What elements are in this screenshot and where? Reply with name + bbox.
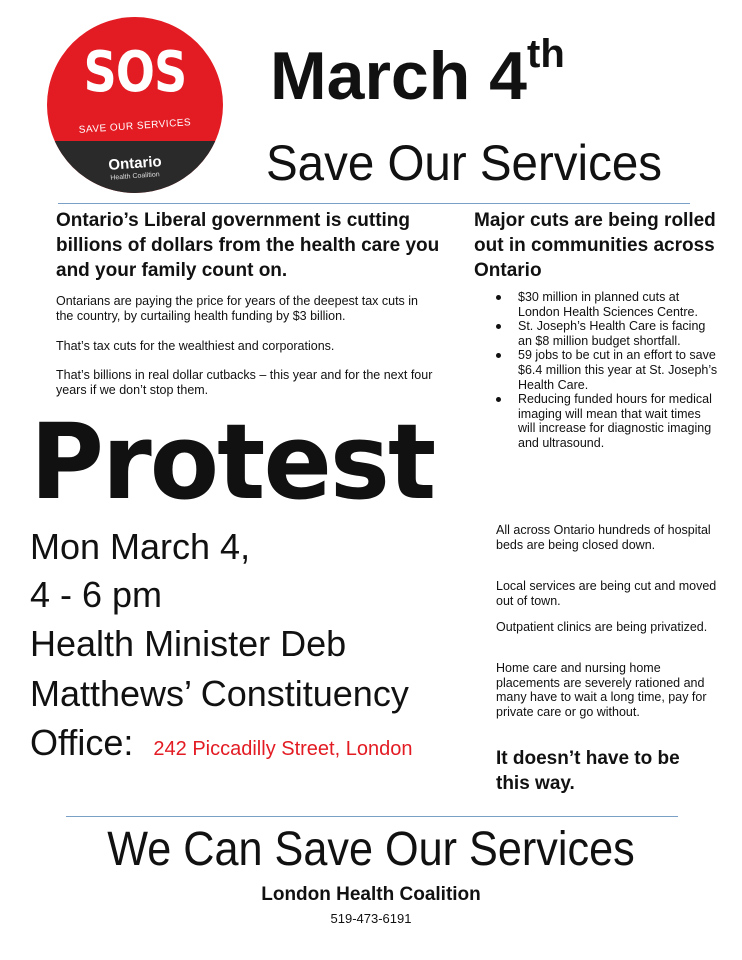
logo-org: Ontario	[107, 153, 163, 174]
event-date-suffix: th	[527, 32, 565, 76]
cuts-heading: Major cuts are being rolled out in communities across Ontario	[474, 210, 716, 281]
footer-title: We Can Save Our Services	[107, 823, 635, 876]
logo-org-sub: Health Coalition	[110, 171, 160, 182]
event-location-line-1: Health Minister Deb	[30, 623, 347, 664]
right-paragraph-4: Home care and nursing home placements are severely rationed and many have to wait a long time, pay for private care or go without.	[496, 661, 707, 719]
right-paragraph-2: Local services are being cut and moved out of town.	[496, 579, 717, 608]
right-paragraph-3: Outpatient clinics are being privatized.	[496, 620, 708, 634]
page-title: Save Our Services	[266, 135, 662, 191]
left-paragraph-1: Ontarians are paying the price for years of the deepest tax cuts in the country, by curtailing health funding by $3 billion.	[56, 294, 419, 323]
right-paragraph-1: All across Ontario hundreds of hospital beds are being closed down.	[496, 523, 711, 552]
event-location-line-3	[30, 723, 412, 769]
bottom-divider	[66, 816, 678, 817]
list-item: St. Joseph’s Health Care is facing an $8 million budget shortfall.	[494, 319, 719, 348]
footer-phone: 519-473-6191	[330, 911, 412, 926]
top-divider	[58, 203, 690, 204]
list-item: Reducing funded hours for medical imaging will mean that wait times will increase for diagnostic imaging and ultrasound.	[494, 392, 719, 450]
list-item: $30 million in planned cuts at London Health Sciences Centre.	[494, 290, 719, 319]
event-date-main: March 4	[270, 38, 527, 114]
logo-tagline: SAVE OUR SERVICES	[78, 117, 192, 136]
event-day: Mon March 4,	[30, 526, 251, 567]
event-address: 242 Piccadilly Street, London	[153, 738, 413, 760]
event-location-line-2: Matthews’ Constituency	[30, 673, 409, 714]
left-paragraph-3: That’s billions in real dollar cutbacks – this year and for the next four years if we don’t stop them.	[56, 368, 433, 397]
logo-wordmark: SOS	[83, 40, 187, 105]
lead-statement: Ontario’s Liberal government is cutting billions of dollars from the health care you and your family count on.	[56, 210, 440, 281]
closing-statement: It doesn’t have to be this way.	[496, 748, 680, 794]
protest-heading: Protest	[30, 401, 435, 523]
event-office-label: Office:	[30, 722, 134, 763]
list-item: 59 jobs to be cut in an effort to save $6.4 million this year at St. Joseph’s Health Care.	[494, 348, 719, 392]
footer-org: London Health Coalition	[261, 884, 481, 905]
event-time: 4 - 6 pm	[30, 574, 163, 615]
cuts-list	[494, 290, 719, 451]
left-paragraph-2: That’s tax cuts for the wealthiest and corporations.	[56, 339, 335, 353]
event-date	[270, 32, 565, 114]
sos-logo	[47, 17, 223, 193]
